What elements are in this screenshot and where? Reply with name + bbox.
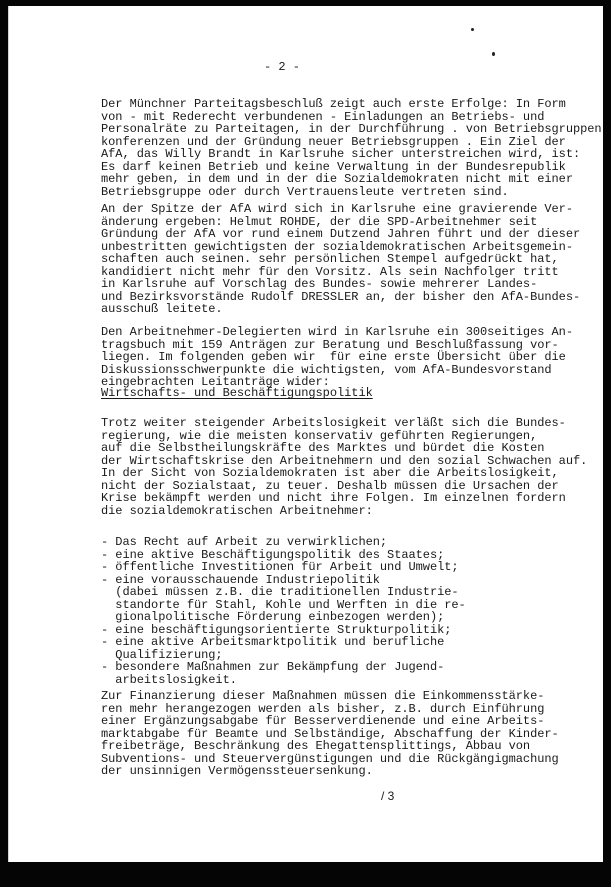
demand-item: (dabei müssen z.B. die traditionellen Industrie- — [101, 585, 459, 599]
continuation-mark: / 3 — [381, 789, 395, 803]
demand-item: gionalpolitische Förderung einbezogen werden); — [101, 610, 445, 624]
paragraph-line: Zur Finanzierung dieser Maßnahmen müssen die Einkommensstärke- — [101, 689, 545, 703]
paragraph-line: Personalräte zu Parteitagen, in der Durchführung . von Betriebsgruppen — [101, 122, 602, 136]
paragraph-line: nicht der Sozialstaat, zu teuer. Deshalb müssen die Ursachen der — [101, 478, 559, 493]
demand-item: - eine aktive Arbeitsmarktpolitik und berufliche — [101, 635, 445, 649]
paragraph-line: mehr geben, in dem und in der die Sozialdemokraten nicht mit einer — [101, 172, 573, 186]
demand-item: arbeitslosigkeit. — [101, 672, 237, 687]
paragraph-line: Den Arbeitnehmer-Delegierten wird in Karlsruhe ein 300seitiges An- — [101, 325, 573, 339]
paragraph-line: Krise bekämpft werden und nicht ihre Folgen. Im einzelnen fordern — [101, 491, 566, 505]
paragraph-line: tragsbuch mit 159 Anträgen zur Beratung und Beschlußfassung vor- — [101, 337, 559, 352]
demand-item: Qualifizierung; — [101, 647, 223, 662]
demand-item: - öffentliche Investitionen für Arbeit und Umwelt; — [101, 560, 459, 574]
paragraph-line: die sozialdemokratischen Arbeitnehmer: — [101, 503, 373, 518]
paragraph-line: konferenzen und der Gründung neuer Betriebsgruppen . Ein Ziel der — [101, 134, 566, 149]
paragraph-line: An der Spitze der AfA wird sich in Karlsruhe eine gravierende Ver- — [101, 202, 573, 216]
paragraph-line: auf die Selbstheilungskräfte des Marktes und bürdet die Kosten — [101, 441, 545, 455]
scan-speck — [492, 52, 495, 56]
paragraph-line: Betriebsgruppe oder durch Vertrauensleute vertreten sind. — [101, 184, 509, 199]
paragraph-line: und Bezirksvorstände Rudolf DRESSLER an, der bisher den AfA-Bundes- — [101, 289, 581, 304]
paragraph-line: Gründung der AfA vor rund einem Dutzend Jahren führt und der dieser — [101, 227, 581, 241]
section-heading: Wirtschafts- und Beschäftigungspolitik — [101, 386, 373, 400]
demand-item: standorte für Stahl, Kohle und Werften in die re- — [101, 597, 466, 612]
paragraph-line: von - mit Rederecht verbundenen - Einladungen an Betriebs- und — [101, 109, 545, 124]
paragraph-line: freibeträge, Beschränkung des Ehegattensplittings, Abbau von — [101, 739, 531, 753]
page-number: - 2 - — [264, 60, 301, 74]
paragraph-line: der Wirtschaftskrise den Arbeitnehmern und den sozial Schwachen auf. — [101, 453, 588, 468]
scan-speck — [471, 28, 474, 31]
paragraph-line: ausschuß leitete. — [101, 302, 223, 316]
paragraph-line: eingebrachten Leitanträge wider: — [101, 375, 330, 389]
paragraph-line: ren mehr herangezogen werden als bisher, z.B. durch Einführung — [101, 701, 545, 716]
paragraph-line: In der Sicht von Sozialdemokraten ist aber die Arbeitslosigkeit, — [101, 466, 559, 480]
demand-item: - besondere Maßnahmen zur Bekämpfung der Jugend- — [101, 660, 445, 674]
paragraph-line: Der Münchner Parteitagsbeschluß zeigt auch erste Erfolge: In Form — [101, 97, 566, 111]
paragraph-line: marktabgabe für Beamte und Selbständige, Abschaffung der Kinder- — [101, 726, 559, 741]
demand-item: - eine aktive Beschäftigungspolitik des Staates; — [101, 547, 445, 562]
paragraph-line: der unsinnigen Vermögenssteuersenkung. — [101, 764, 373, 778]
paragraph-line: Diskussionsschwerpunkte die wichtigsten, vom AfA-Bundesvorstand — [101, 362, 552, 377]
paragraph-line: AfA, das Willy Brandt in Karlsruhe sicher unterstreichen wird, ist: — [101, 147, 581, 161]
demand-item: - eine vorausschauende Industriepolitik — [101, 572, 380, 587]
paragraph-line: Es darf keinen Betrieb und keine Verwaltung in der Bundesrepublik — [101, 159, 566, 174]
paragraph-line: liegen. Im folgenden geben wir für eine erste Übersicht über die — [101, 350, 566, 364]
paragraph-line: Subventions- und Steuervergünstigungen und die Rückgängigmachung — [101, 751, 559, 766]
document-page — [8, 6, 603, 862]
paragraph-line: in Karlsruhe auf Vorschlag des Bundes- sowie mehrerer Landes- — [101, 277, 538, 291]
demand-item: - eine beschäftigungsorientierte Strukturpolitik; — [101, 622, 452, 637]
paragraph-line: kandidiert nicht mehr für den Vorsitz. Als sein Nachfolger tritt — [101, 264, 559, 279]
demand-item: - Das Recht auf Arbeit zu verwirklichen; — [101, 535, 388, 549]
paragraph-line: unbestritten gewichtigsten der sozialdemokratischen Arbeitsgemein- — [101, 239, 573, 254]
paragraph-line: einer Ergänzungsabgabe für Besserverdienende und eine Arbeits- — [101, 714, 545, 728]
paragraph-line: schaften auch seinen. sehr persönlichen Stempel aufgedrückt hat, — [101, 252, 559, 266]
paragraph-line: Trotz weiter steigender Arbeitslosigkeit verläßt sich die Bundes- — [101, 416, 566, 430]
paragraph-line: änderung ergeben: Helmut ROHDE, der die SPD-Arbeitnehmer seit — [101, 214, 538, 229]
paragraph-line: regierung, wie die meisten konservativ geführten Regierungen, — [101, 428, 538, 443]
